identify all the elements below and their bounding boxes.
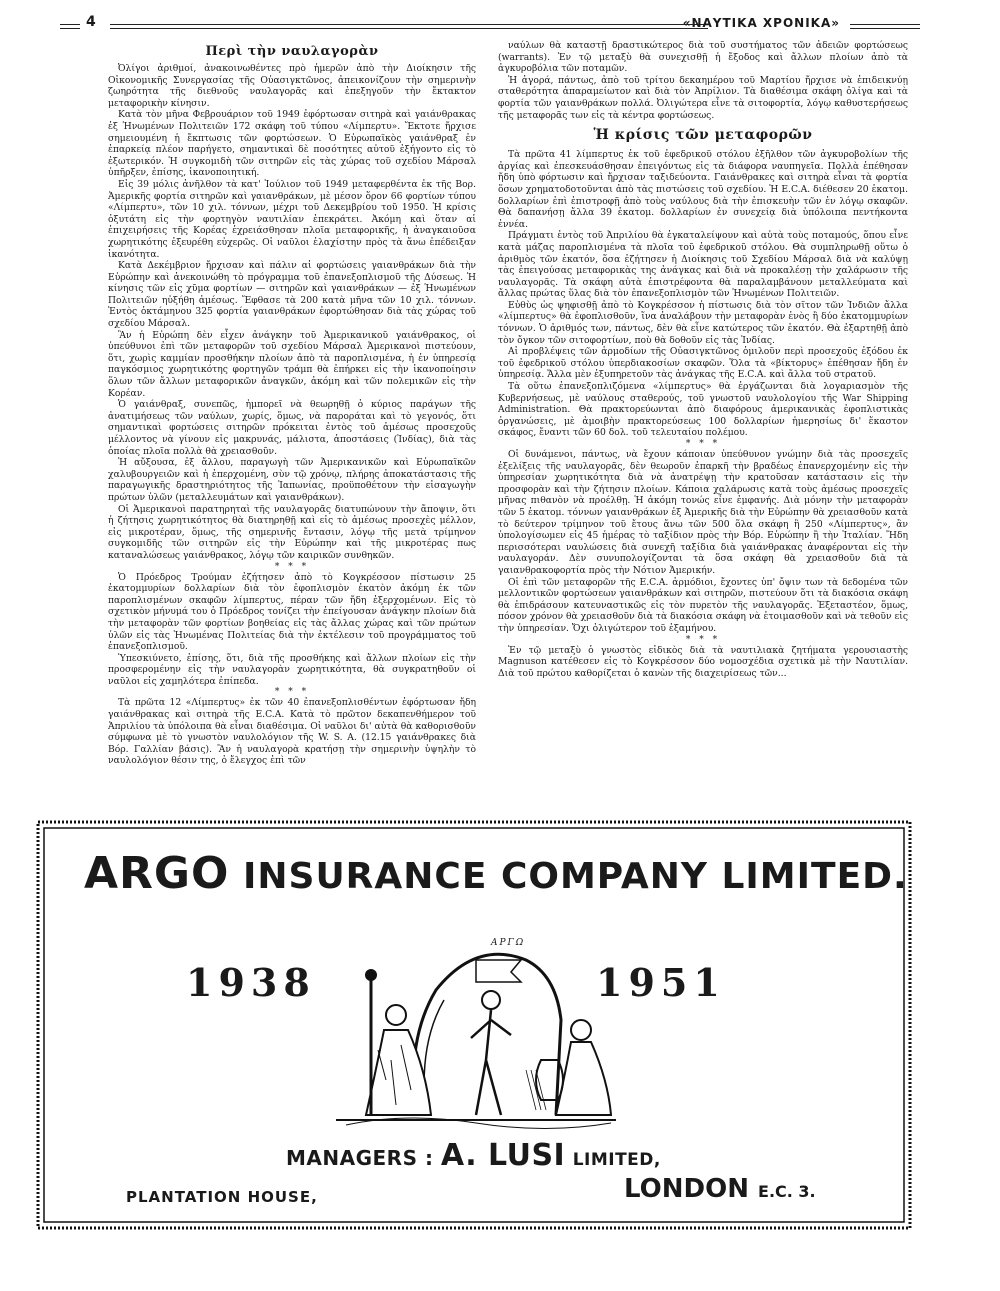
paragraph: Ὁ Πρόεδρος Τρούμαν ἐζήτησεν ἀπὸ τὸ Κογκρέσσον πίστωσιν 25 ἑκατομμυρίων δολλαρίων διὰ τὸν ἐφοπλισμὸν ἑκατὸν ἀκόμη ἐκ τῶν παροπλισμένων σκαφῶν λίμπερτυς, πέραν τῶν ἤδη ἐξερχομένων. Εἰς τὸ σχετικὸν μήνυμά του ὁ Πρόεδρος τονίζει τὴν ἐπείγουσαν ἀνάγκην πλοίων διὰ τὴν μεταφορὰν τῶν φορτίων βοηθείας εἰς τὰς ἄλλας χώρας καὶ τῶν πρώτων ὑλῶν εἰς τὰς Ἡνωμένας Πολιτείας διὰ τὴν ἐκτέλεσιν τοῦ προγράμματος τοῦ ἐπανεξοπλισμοῦ. [108,571,476,653]
ad-brand-line [84,848,908,899]
paragraph: Ἡ ἀγορά, πάντως, ἀπὸ τοῦ τρίτου δεκαημέρου τοῦ Μαρτίου ἤρχισε νὰ ἐπιδεικνύῃ σταθερότητα ἀπαραμείωτον καὶ διὰ τὸν Ἀπρίλιον. Τὰ διαθέσιμα σκάφη ὀλίγα καὶ τὰ φορτία τῶν γαιανθράκων πολλά. Ὀλιγώτερα εἶνε τὰ σιτοφορτία, λόγῳ καθυστερήσεως τῆς μεταφορᾶς των εἰς τὰ κέντρα φορτώσεως. [498,74,908,121]
section-separator: * * * [274,561,310,572]
managers-name: A. LUSI [440,1138,566,1173]
paragraph: Πράγματι ἐντὸς τοῦ Ἀπριλίου θὰ ἐγκαταλείψουν καὶ αὐτὰ τοὺς ποταμούς, ὅπου εἶνε κατὰ μάζας παροπλισμένα τὰ πλοῖα τοῦ ἐφεδρικοῦ στόλου. Θὰ συμπληρωθῇ οὕτω ὁ ἀριθμὸς τῶν ἑκατόν, ὅσα ἐζήτησεν ἡ Διοίκησις τοῦ Σχεδίου Μάρσαλ διὰ νὰ καλύψῃ τὰς ἐπειγούσας μεταφορικὰς της ἀνάγκας καὶ διὰ νὰ προκαλέσῃ τὴν χαλάρωσιν τῆς ναυλαγορᾶς. Τὰ σκάφη αὐτὰ ἐπιστρέφοντα θὰ παραλαμβάνουν μεταλλεύματα καὶ ἄλλας πρώτας ὕλας διὰ τὸν ἐπανεξοπλισμὸν τῶν Ἡνωμένων Πολιτειῶν. [498,230,908,300]
header-rule-left-short [60,24,80,29]
paragraph: Εὐθὺς ὡς ψηφισθῇ ἀπὸ τὸ Κογκρέσσον ἡ πίστωσις διὰ τὸν σῖτον τῶν Ἰνδιῶν ἄλλα «λίμπερτυς» θὰ ἐφοπλισθοῦν, ἵνα ἀναλάβουν τὴν μεταφορὰν ἑνὸς ἢ δύο ἑκατομμυρίων τόννων. Ὁ ἀριθμός των, πάντως, δὲν θὰ εἶνε κατώτερος τῶν ἑκατόν. Θὰ ἐξαρτηθῇ ἀπὸ τὸν ὄγκον τῶν σιτοφορτίων, ποὺ θὰ δοθοῦν εἰς τὰς Ἰνδίας. [498,299,908,346]
managers-label: MANAGERS : [286,1146,434,1170]
paragraph: Κατὰ Δεκέμβριον ἤρχισαν καὶ πάλιν αἱ φορτώσεις γαιανθράκων διὰ τὴν Εὐρώπην καὶ ἀνεκοινώθη τὸ πρόγραμμα τοῦ ἐπανεξοπλισμοῦ τῆς Δύσεως. Ἡ κίνησις τῶν εἰς χῦμα φορτίων — σιτηρῶν καὶ γαιανθράκων — ἐξ Ἡνωμένων Πολιτειῶν ηὐξήθη ἀμέσως. Ἔφθασε τὰ 200 κατὰ μῆνα τῶν 10 χιλ. τόννων. Ἐντὸς ὀκτάμηνου 325 φορτία γαιανθράκων ἐφορτώθησαν διὰ τὰς χώρας τοῦ σχεδίου Μάρσαλ. [108,260,476,330]
left-column [108,44,476,767]
paragraph: Τὰ οὕτω ἐπανεξοπλιζόμενα «λίμπερτυς» θὰ ἐργάζωνται διὰ λογαριασμὸν τῆς Κυβερνήσεως, μὲ ναύλους σταθερούς, τοῦ γνωστοῦ ναυλολογίου τῆς War Shipping Administration. Θὰ πρακτορεύωνται ἀπὸ διαφόρους ἀμερικανικὰς ἐφοπλιστικὰς ὀργανώσεις, μὲ ἀμοιβὴν πρακτορεύσεως 100 δολλαρίων ἡμερησίως δι' ἕκαστον σκάφος, ἔναντι τῶν 60 δολ. τοῦ τελευταίου πολέμου. [498,381,908,439]
address-postcode: E.C. 3. [758,1182,816,1201]
page-header [60,14,920,36]
address-building: PLANTATION HOUSE, [126,1188,318,1206]
paragraph: Αἱ προβλέψεις τῶν ἁρμοδίων τῆς Οὐασιγκτῶνος ὁμιλοῦν περὶ προσεχοῦς ἐξόδου ἐκ τοῦ ἐφεδρικοῦ στόλου ὑπερδιακοσίων σκαφῶν. Ὅλα τὰ «βίκτορυς» ἐπέθησαν ἤδη ἐν ὑπηρεσίᾳ. Ἄλλα μὲν ἐξυπηρετοῦν τὰς ἀνάγκας τῆς E.C.A. καὶ ἄλλα τοῦ στρατοῦ. [498,346,908,381]
right-article-heading: Ἡ κρίσις τῶν μεταφορῶν [593,127,813,144]
illustration-caption: ΑΡΓΩ [491,938,526,948]
brand-argo: ARGO [84,848,230,899]
address-city: LONDON [624,1174,749,1204]
address-city-line [624,1174,816,1204]
left-article-heading: Περὶ τὴν ναυλαγορὰν [205,44,379,59]
paragraph: Οἱ δυνάμενοι, πάντως, νὰ ἔχουν κάποιαν ὑπεύθυνον γνώμην διὰ τὰς προσεχεῖς ἐξελίξεις τῆς ναυλαγορᾶς, δὲν θεωροῦν ἐπαρκῆ τὴν βραδέως ἐπανερχομένην εἰς τὴν ὑπηρεσίαν χωρητικότητα διὰ νὰ ἀνατρέψῃ τὴν κρατοῦσαν κατάστασιν εἰς τὴν προσφορὰν καὶ τὴν ζήτησιν πλοίων. Κάποια χαλάρωσις κατὰ τοὺς ἀμέσως προσεχεῖς μῆνας πιθανὸν νὰ προέλθῃ. Ἡ ἀκόμη τονώς εἶνε ἐμφανής. Διὰ μόνην τὴν μεταφορὰν τῶν 5 ἑκατομ. τόννων γαιανθράκων ἐξ Ἀμερικῆς διὰ τὴν Εὐρώπην θὰ χρειασθοῦν κατὰ τὸ δεύτερον τρίμηνον τοῦ ἔτους ἄνω τῶν 500 ὅλα σκάφη ἢ 250 «Λίμπερτυς», ἂν ὑπολογίσωμεν εἰς 45 ἡμέρας τὸ ταξίδιον πρὸς τὴν Βόρ. Εὐρώπην ἢ τὴν Ἰταλίαν. Ἤδη περισσότεραι ναυλώσεις διὰ συνεχῆ ταξίδια διὰ γαιάνθρακας ἀναφέρονται εἰς τὴν ναυλαγοράν. Δὲν συνυπολογίζονται τὰ ὅσα σκάφη θὰ χρειασθοῦν διὰ τὰ γαιανθρακοφορτία πρὸς τὴν Νότιον Ἀμερικήν. [498,449,908,576]
managers-line [286,1138,661,1173]
right-column [498,40,908,679]
year-end: 1951 [596,960,726,1005]
paragraph: Ἂν ἡ Εὐρώπη δὲν εἶχεν ἀνάγκην τοῦ Ἀμερικανικοῦ γαιάνθρακος, οἱ ὑπεύθυνοι ἐπὶ τῶν μεταφορῶν τοῦ σχεδίου Μάρσαλ Ἀμερικανοὶ πιστεύουν, ὅτι, χωρὶς καμμίαν προσθήκην πλοίων ἀπὸ τὰ παροπλισμένα, ἡ ἐν ὑπηρεσίᾳ παγκόσμιος χωρητικότης φορτηγῶν τράμπ θὰ ἐπήρκει εἰς τὴν ἱκανοποίησιν ὅλων τῶν ἄλλων μεταφορικῶν ἀναγκῶν, ἀκόμη καὶ τῶν πολεμικῶν εἰς τὴν Κορέαν. [108,329,476,399]
paragraph: Οἱ Ἀμερικανοὶ παρατηρηταὶ τῆς ναυλαγορᾶς διατυπώνουν τὴν ἄποψιν, ὅτι ἡ ζήτησις χωρητικότητος θὰ διατηρηθῇ καὶ εἰς τὸ ἀμέσως προσεχὲς μέλλον, εἰς μικροτέραν, ὅμως, τῆς σημερινῆς ἔντασιν, λόγῳ τῆς μετὰ τρίμηνον συγκομιδῆς τῶν σιτηρῶν εἰς τὴν Εὐρώπην καὶ τῆς μικροτέρας πως καταναλώσεως γαιάνθρακος, λόγῳ τῶν καιρικῶν συνθηκῶν. [108,503,476,561]
header-rule-middle [110,24,708,29]
paragraph: Κατὰ τὸν μῆνα Φεβρουάριον τοῦ 1949 ἐφόρτωσαν σιτηρὰ καὶ γαιάνθρακας ἐξ Ἡνωμένων Πολιτειῶν 172 σκάφη τοῦ τύπου «Λίμπερτυ». Ἔκτοτε ἤρχισε σημειουμένη ἡ ἔκπτωσις τῶν φορτώσεων. Ὁ Εὐρωπαϊκὸς γαιάνθραξ ἐν ἐπαρκείᾳ πλέον παρήγετο, σημαντικαὶ δὲ ποσότητες αὐτοῦ ἐξήγοντο εἰς τὸ ἐξωτερικόν. Ἡ συγκομιδὴ τῶν σιτηρῶν εἰς τὰς χώρας τοῦ σχεδίου Μάρσαλ ὑπῆρξεν, ἐπίσης, ἱκανοποιητική. [108,109,476,179]
paragraph: Ὀλίγοι ἀριθμοί, ἀνακοινωθέντες πρὸ ἡμερῶν ἀπὸ τὴν Διοίκησιν τῆς Οἰκονομικῆς Συνεργασίας τῆς Οὐασιγκτῶνος, ἀπεικονίζουν τὴν σημερινὴν ζωηρότητα τῆς διεθνοῦς ναυλαγορᾶς καὶ ἐπεξηγοῦν τὴν ἔκτακτον μεταφορικὴν κίνησιν. [108,63,476,109]
paragraph: Τὰ πρῶτα 12 «Λίμπερτυς» ἐκ τῶν 40 ἐπανεξοπλισθέντων ἐφόρτωσαν ἤδη γαιάνθρακας καὶ σιτηρὰ τῆς E.C.A. Κατὰ τὸ πρῶτον δεκαπενθήμερον τοῦ Ἀπριλίου τὰ ὑπόλοιπα θὰ εἶναι διαθέσιμα. Οἱ ναῦλοι δι' αὐτὰ θὰ καθορισθοῦν σύμφωνα μὲ τὸ γνωστὸν ναυλολόγιον τῆς W. S. A. (12.15 γαιάνθρακες διὰ Βόρ. Γαλλίαν βάσις). Ἂν ἡ ναυλαγορὰ κρατήσῃ τὴν σημερινὴν ὑψηλὴν τὸ ναυλολόγιον θέσιν της, ὁ ἔλεγχος ἐπὶ τῶν [108,697,476,767]
paragraph: Οἱ ἐπὶ τῶν μεταφορῶν τῆς E.C.A. ἁρμόδιοι, ἔχοντες ὑπ' ὄψιν των τὰ δεδομένα τῶν μελλοντικῶν φορτώσεων γαιανθράκων καὶ σιτηρῶν, πιστεύουν ὅτι τὰ διακόσια σκάφη θὰ ἐπιδράσουν κατευναστικῶς εἰς τὸν πυρετὸν τῆς ναυλαγορᾶς. Ἐξεταστέον, ὅμως, πόσον χρόνον θὰ χρειασθοῦν διὰ τὰ διακόσια σκάφη νὰ ἑτοιμασθοῦν καὶ νὰ τεθοῦν εἰς τὴν ὑπηρεσίαν. Ὄχι ὀλιγώτερον τοῦ ἑξαμήνου. [498,576,908,634]
paragraph: Ὑπεσκιύνετο, ἐπίσης, ὅτι, διὰ τῆς προσθήκης καὶ ἄλλων πλοίων εἰς τὴν προσφερομένην εἰς τὴν ναυλαγορὰν χωρητικότητα, θὰ συγκρατηθοῦν οἱ ναῦλοι εἰς χαμηλότερα ἐπίπεδα. [108,652,476,687]
paragraph: Τὰ πρῶτα 41 λίμπερτυς ἐκ τοῦ ἐφεδρικοῦ στόλου ἐξῆλθον τῶν ἀγκυροβολίων τῆς ἀργίας καὶ ἐπεσκευάσθησαν ἐπειγόντως εἰς τὰ διάφορα ναυπηγεῖα. Πολλὰ ἐπέθησαν ἤδη ὑπὸ φόρτωσιν καὶ ἤρχισαν ταξιδεύοντα. Γαιάνθρακες καὶ σιτηρὰ εἶναι τὰ φορτία ὅσων χρηματοδοτοῦνται ἀπὸ τὰς πιστώσεις τοῦ σχεδίου. Ἡ E.C.A. διέθεσεν 20 ἑκατομ. δολλαρίων ἐπὶ ἐπιστροφῇ ἀπὸ τοὺς ναύλους διὰ τὴν ἐπισκευὴν τῶν ἐν λόγῳ σκαφῶν. Θὰ δαπανήσῃ ἄλλα 39 ἑκατομ. δολλαρίων ἐν συνεχείᾳ διὰ ὑπόλοιπα πεντήκοντα ἐννέα. [498,149,908,230]
brand-rest: INSURANCE COMPANY LIMITED. [243,856,908,897]
paragraph: Ἡ αὔξουσα, ἐξ ἄλλου, παραγωγὴ τῶν Ἀμερικανικῶν καὶ Εὐρωπαϊκῶν χαλυβουργειῶν καὶ ἡ ἐπερχομένη, σὺν τῷ χρόνῳ, πλήρης ἀποκατάστασις τῆς παραγωγικῆς δραστηριότητος τῆς Ἰαπωνίας, προϋποθέτουν τὴν εἰσαγωγὴν πρώτων ὑλῶν (μεταλλευμάτων καὶ γαιανθράκων). [108,457,476,503]
header-rule-right [850,24,920,29]
paragraph: Εἰς 39 μόλις ἀνῆλθον τὰ κατ' Ἰούλιον τοῦ 1949 μεταφερθέντα ἐκ τῆς Βορ. Ἀμερικῆς φορτία σιτηρῶν καὶ γαιανθράκων, μὲ μέσον ὅρον 66 φορτίων τύπου «Λίμπερτυ», τῶν 10 χιλ. τόννων, μέχρι τοῦ Δεκεμβρίου τοῦ 1950. Ἡ κρίσις ὀξυτάτη εἰς τὴν φορτηγὸν ναυτιλίαν ἐπεκράτει. Ἀκόμη καὶ ὅταν αἱ ἐπιχειρήσεις τῆς Κορέας ἐχρειάσθησαν πλοῖα μεταφορικῆς, ἡ ἀναγκαιοῦσα χωρητικότης ἐξευρέθη εὐχερῶς. Οἱ ναῦλοι ἐλαχίστην πρὸς τὰ ἄνω ἐπέδειξαν ἱκανότητα. [108,178,476,260]
argo-insurance-advertisement [36,820,912,1230]
year-start: 1938 [186,960,316,1005]
managers-ltd: LIMITED, [572,1150,661,1170]
section-separator: * * * [274,687,310,698]
section-separator: * * * [685,634,721,645]
page-number: 4 [86,14,96,30]
paragraph: Ὁ γαιάνθραξ, συνεπῶς, ἠμπορεῖ νὰ θεωρηθῇ ὁ κύριος παράγων τῆς ἀνατιμήσεως τῶν ναύλων, χωρίς, ὅμως, νὰ παροράται καὶ τὸ γεγονός, ὅτι σημαντικαὶ φορτώσεις σιτηρῶν πρόκειται ἐντὸς τοῦ ἀμέσως προσεχοῦς μέλλοντος νὰ γίνουν εἰς μακρυνάς, μάλιστα, ἀποστάσεις (Ἰνδίας), διὰ τὰς ὁποίας πλοῖα πολλὰ θὰ χρειασθοῦν. [108,399,476,457]
argonaut-illustration [326,920,626,1130]
publication-title: «ΝΑΥΤΙΚΑ ΧΡΟΝΙΚΑ» [682,16,840,30]
section-separator: * * * [685,439,721,449]
paragraph: ναύλων θὰ καταστῇ δραστικώτερος διὰ τοῦ συστήματος τῶν ἀδειῶν φορτώσεως (warrants). Ἐν τῷ μεταξὺ θὰ συνεχισθῇ ἡ ἔξοδος καὶ ἄλλων πλοίων ἀπὸ τὰ ἀγκυροβόλια τῶν ποταμῶν. [498,40,908,75]
paragraph: Ἐν τῷ μεταξὺ ὁ γνωστὸς εἰδικὸς διὰ τὰ ναυτιλιακὰ ζητήματα γερουσιαστὴς Magnuson κατέθεσεν εἰς τὸ Κογκρέσσον δύο νομοσχέδια σχετικὰ μὲ τὴν Ναυτιλίαν. Διὰ τοῦ πρώτου καθορίζεται ὁ κανὼν τῆς διαχειρίσεως τῶν... [498,644,908,679]
